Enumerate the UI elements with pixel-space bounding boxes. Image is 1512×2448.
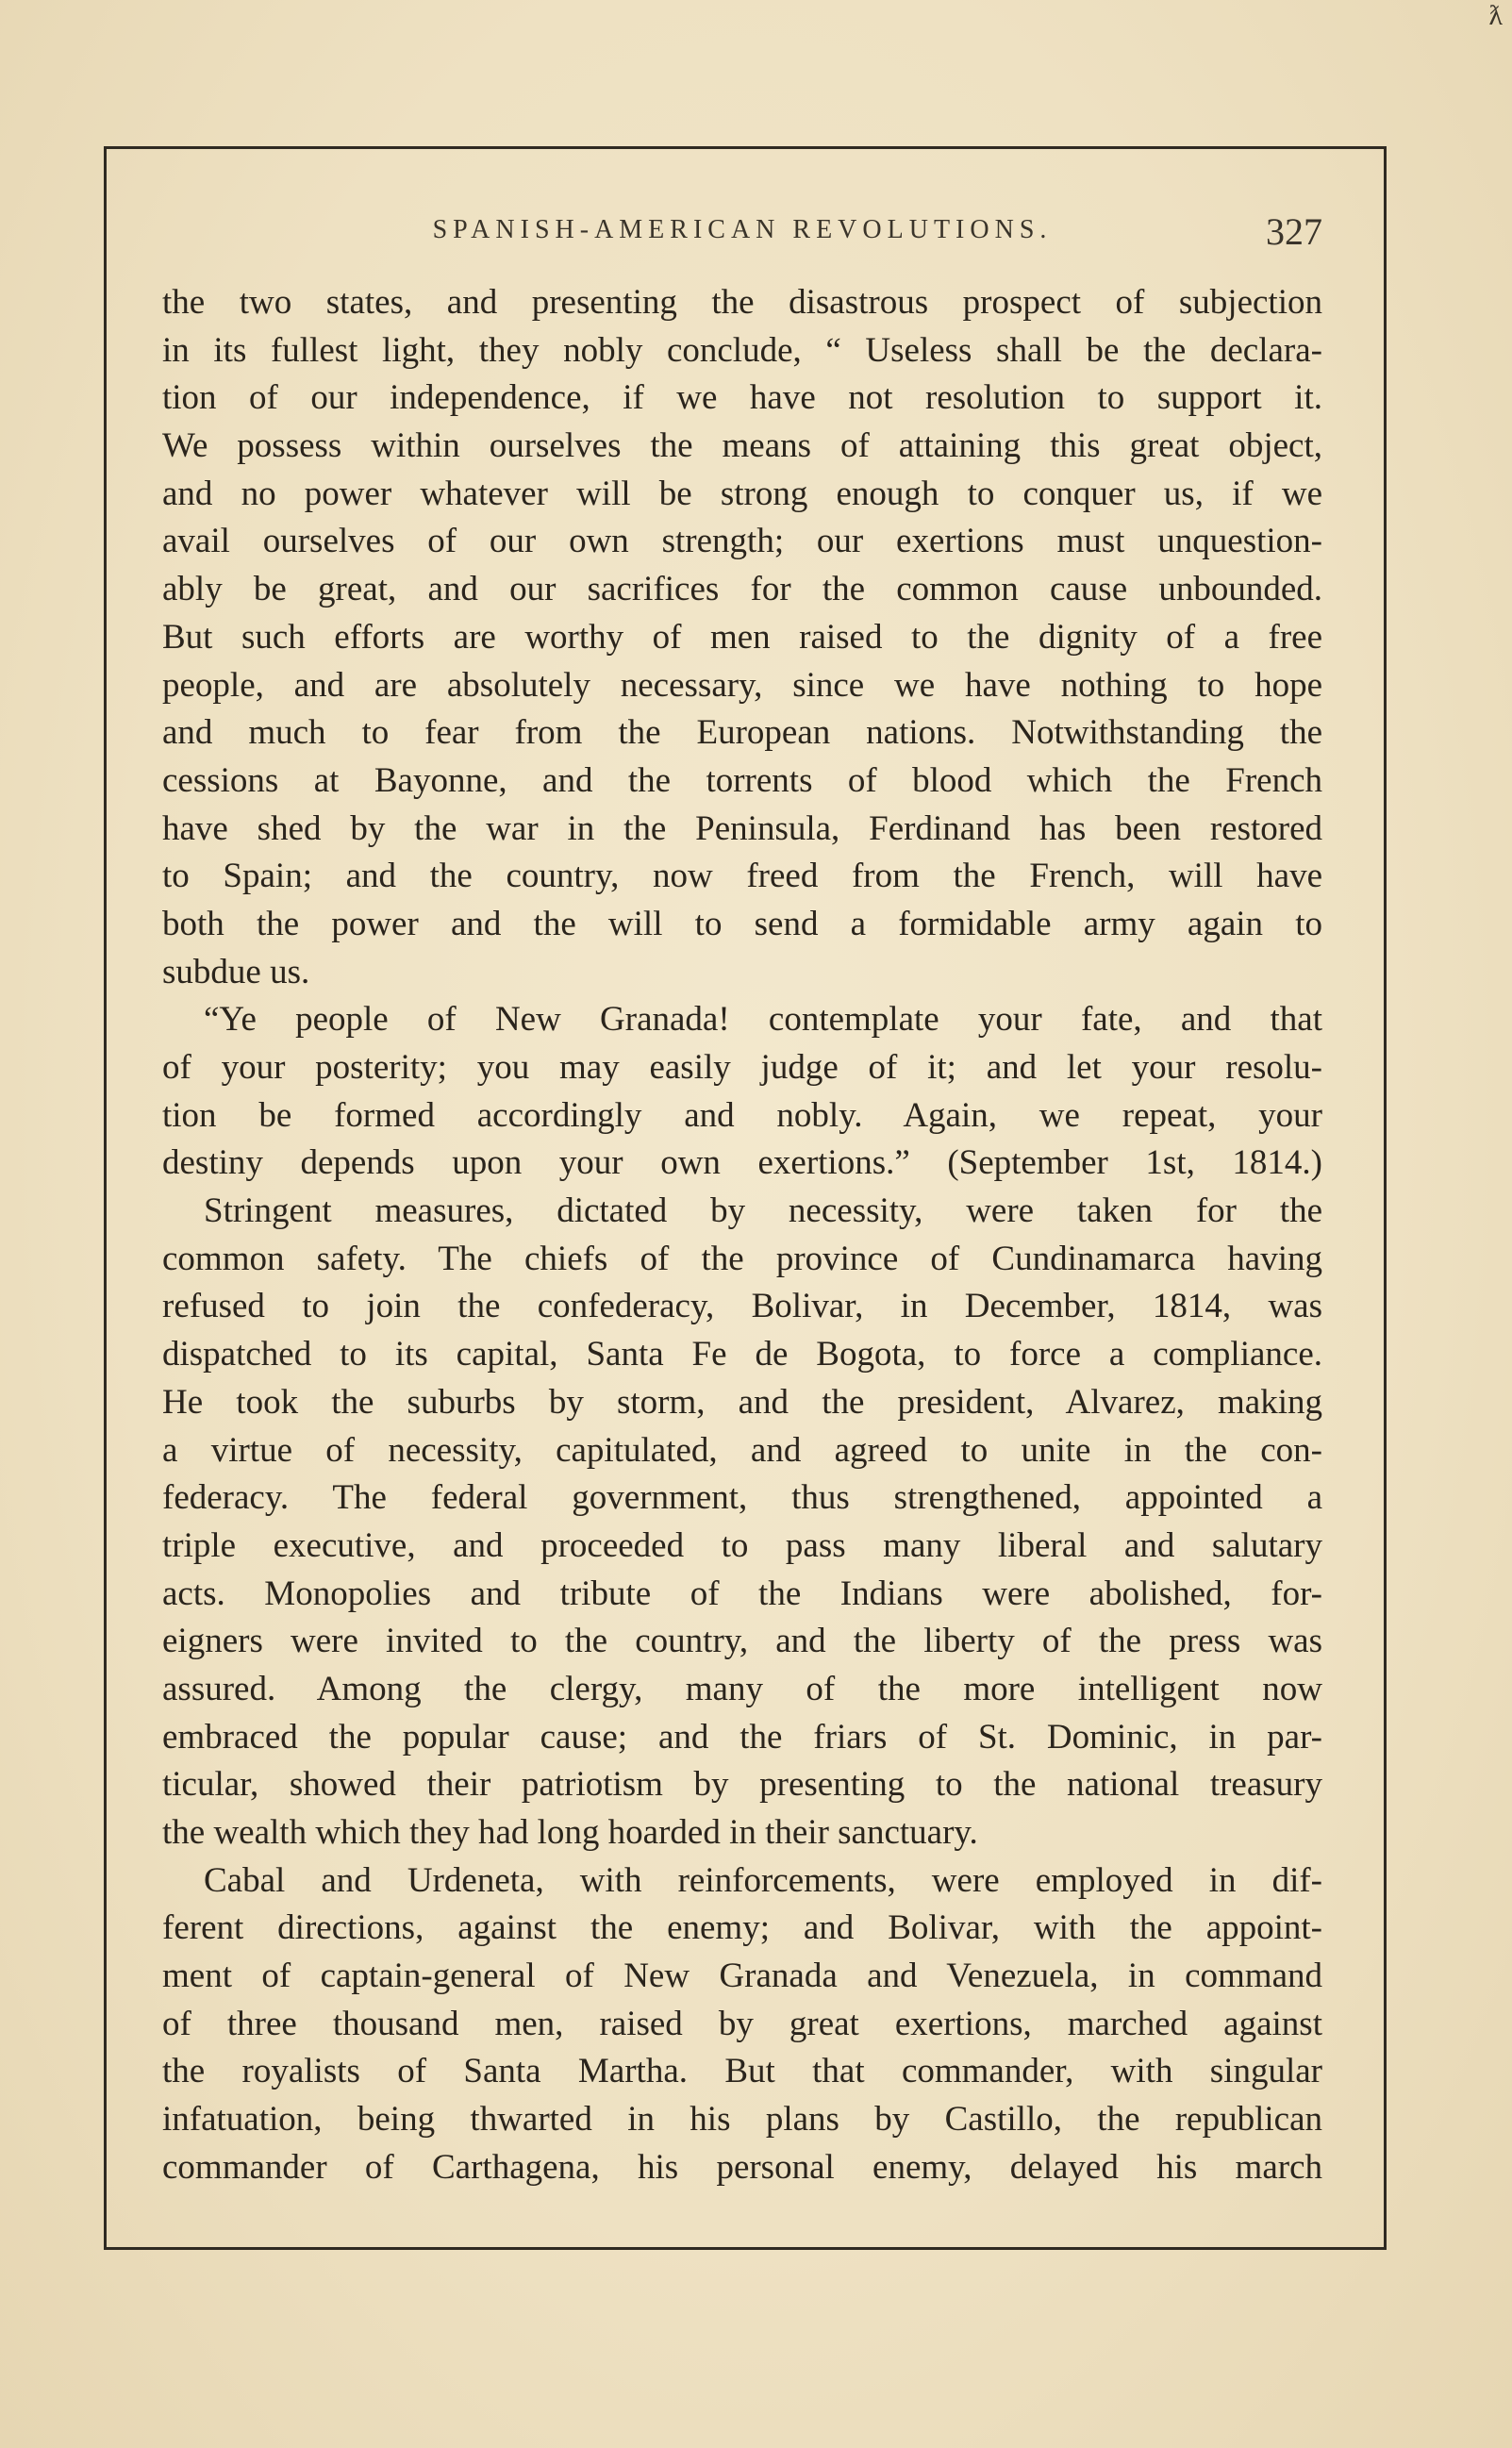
text-line: of your posterity; you may easily judge of it; and let your resolu- <box>162 1048 1322 1087</box>
text-line: a virtue of necessity, capitulated, and agreed to unite in the con- <box>162 1430 1322 1470</box>
text-line: federacy. The federal government, thus strengthened, appointed a <box>162 1478 1322 1518</box>
running-head: SPANISH-AMERICAN REVOLUTIONS. <box>432 215 1053 244</box>
text-line: destiny depends upon your own exertions.” (September 1st, 1814.) <box>162 1143 1322 1183</box>
text-line: triple executive, and proceeded to pass many liberal and salutary <box>162 1525 1322 1565</box>
text-line: ably be great, and our sacrifices for the common cause unbounded. <box>162 570 1322 609</box>
text-line: subdue us. <box>162 952 310 991</box>
text-line: avail ourselves of our own strength; our exertions must unquestion- <box>162 522 1322 561</box>
body-text <box>162 279 1322 2192</box>
text-line: assured. Among the clergy, many of the more intelligent now <box>162 1669 1322 1708</box>
text-line: “Ye people of New Granada! contemplate your fate, and that <box>204 1000 1322 1040</box>
text-line: and much to fear from the European nations. Notwithstanding the <box>162 713 1322 753</box>
text-line: dispatched to its capital, Santa Fe de Bogota, to force a compliance. <box>162 1335 1322 1374</box>
text-line: ticular, showed their patriotism by presenting to the national treasury <box>162 1765 1322 1805</box>
text-line: eigners were invited to the country, and the liberty of the press was <box>162 1622 1322 1661</box>
text-line: the royalists of Santa Martha. But that commander, with singular <box>162 2052 1322 2091</box>
text-line: We possess within ourselves the means of attaining this great object, <box>162 426 1322 466</box>
text-line: and no power whatever will be strong enough to conquer us, if we <box>162 474 1322 513</box>
text-line: the two states, and presenting the disastrous prospect of subjection <box>162 283 1322 322</box>
text-line: refused to join the confederacy, Bolivar, in December, 1814, was <box>162 1287 1322 1326</box>
text-line: embraced the popular cause; and the friars of St. Dominic, in par- <box>162 1717 1322 1757</box>
text-line: the wealth which they had long hoarded in their sanctuary. <box>162 1813 978 1852</box>
page-header <box>162 209 1322 257</box>
text-line: of three thousand men, raised by great exertions, marched against <box>162 2004 1322 2043</box>
text-line: commander of Carthagena, his personal enemy, delayed his march <box>162 2147 1322 2187</box>
text-line: ferent directions, against the enemy; and Bolivar, with the appoint- <box>162 1908 1322 1948</box>
text-line: to Spain; and the country, now freed from the French, will have <box>162 857 1322 896</box>
text-line: Cabal and Urdeneta, with reinforcements, were employed in dif- <box>204 1860 1322 1900</box>
text-line: in its fullest light, they nobly conclude, “ Useless shall be the declara- <box>162 330 1322 370</box>
text-line: cessions at Bayonne, and the torrents of blood which the French <box>162 760 1322 800</box>
text-line: tion be formed accordingly and nobly. Again, we repeat, your <box>162 1095 1322 1135</box>
page-number: 327 <box>1266 210 1322 253</box>
corner-mark: ƛ <box>1488 0 1503 31</box>
text-line: acts. Monopolies and tribute of the Indians were abolished, for- <box>162 1574 1322 1613</box>
text-line: tion of our independence, if we have not resolution to support it. <box>162 378 1322 418</box>
text-line: Stringent measures, dictated by necessity, were taken for the <box>204 1191 1322 1231</box>
text-line: ment of captain-general of New Granada and Venezuela, in command <box>162 1957 1322 1996</box>
text-line: But such efforts are worthy of men raised to the dignity of a free <box>162 617 1322 657</box>
text-line: infatuation, being thwarted in his plans by Castillo, the republican <box>162 2100 1322 2140</box>
text-line: both the power and the will to send a formidable army again to <box>162 904 1322 943</box>
text-line: common safety. The chiefs of the province of Cundinamarca having <box>162 1239 1322 1278</box>
text-line: He took the suburbs by storm, and the president, Alvarez, making <box>162 1382 1322 1422</box>
text-line: have shed by the war in the Peninsula, Ferdinand has been restored <box>162 808 1322 848</box>
text-line: people, and are absolutely necessary, since we have nothing to hope <box>162 665 1322 705</box>
